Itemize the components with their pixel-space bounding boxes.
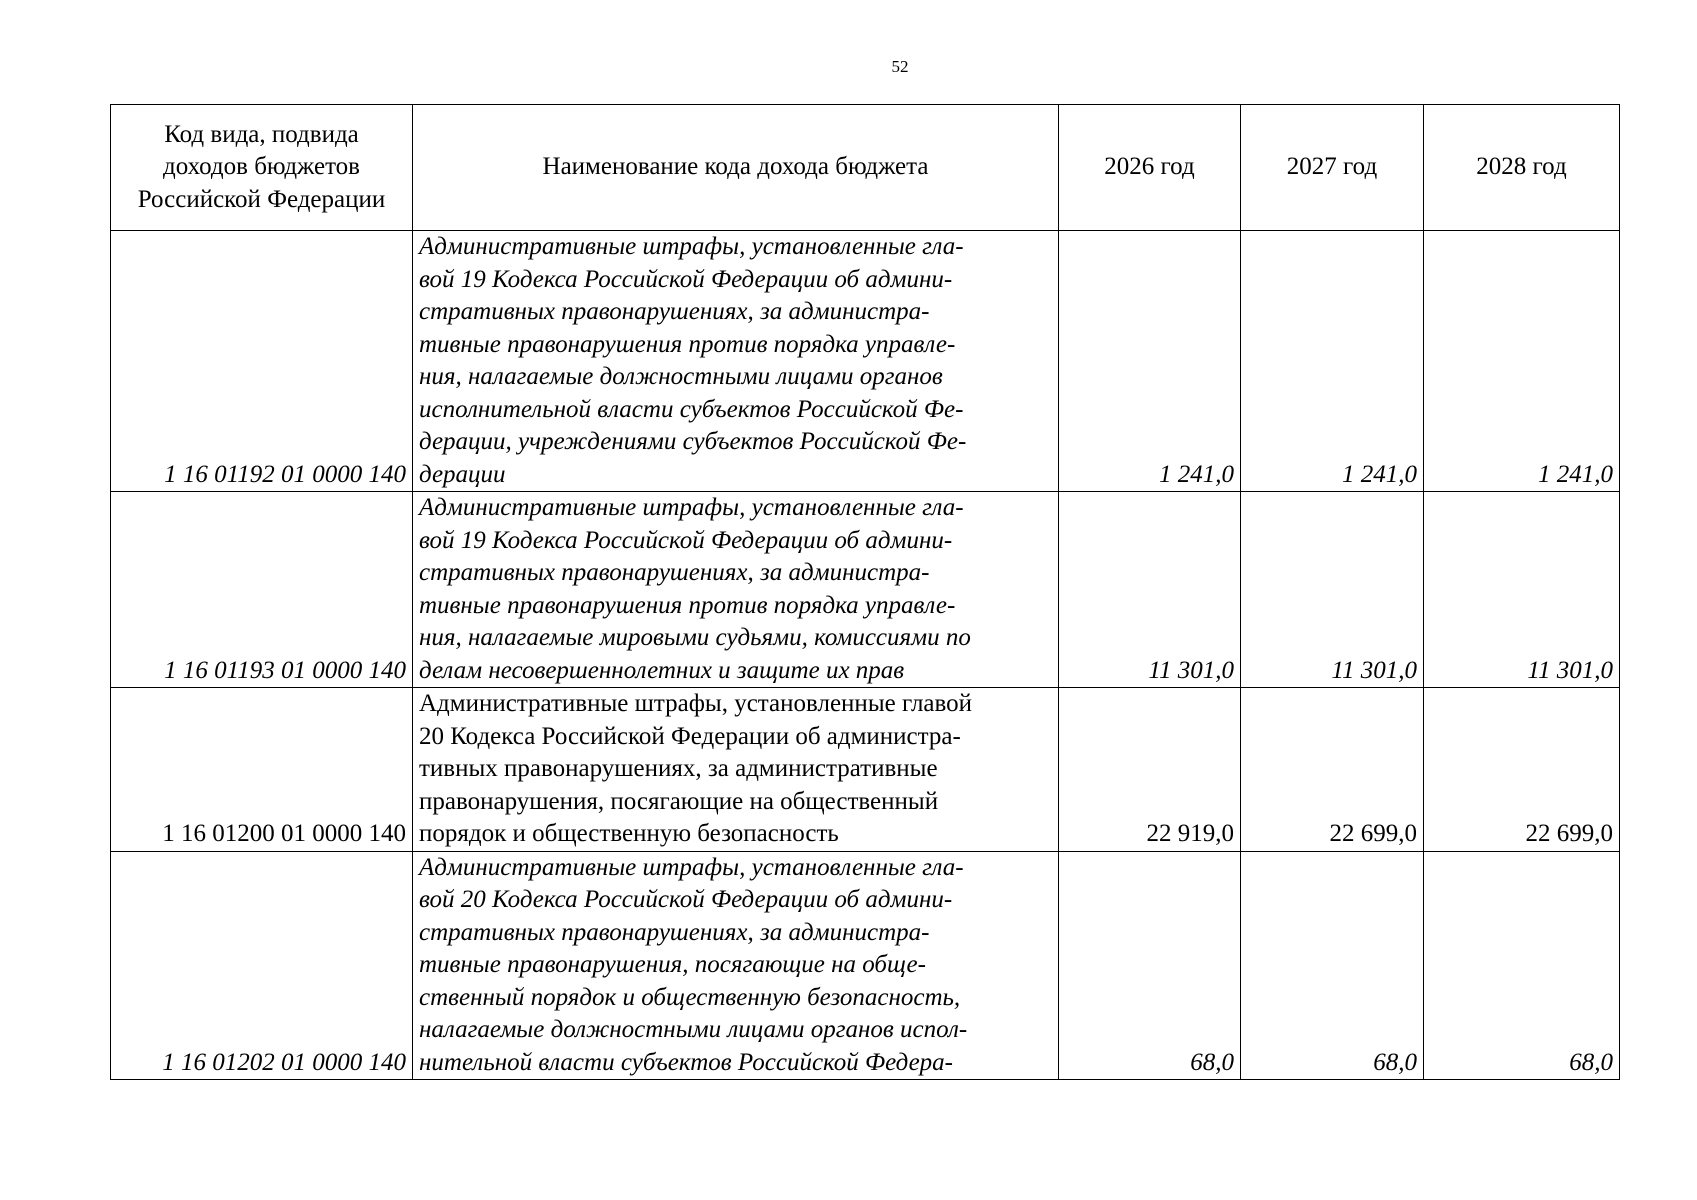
income-name-line: Административные штрафы, установленные гла- [419,233,964,260]
income-name [413,688,1059,852]
budget-income-table [110,104,1620,1080]
income-name-line: налагаемые должностными лицами органов испол- [419,1016,968,1043]
header-2027: 2027 год [1241,105,1424,231]
income-name [413,231,1059,492]
page-number: 52 [891,57,909,76]
amount-2027: 1 241,0 [1241,231,1424,492]
header-code-line: Российской Федерации [137,185,386,213]
table-header-row [111,105,1620,231]
income-name-line: порядок и общественную безопасность [419,820,839,847]
header-2026: 2026 год [1059,105,1241,231]
income-name-line: стративных правонарушениях, за администра- [419,298,930,325]
amount-2028: 1 241,0 [1424,231,1620,492]
income-name-line: дерации, учреждениями субъектов Российской Фе- [419,428,967,455]
income-name-line: ственный порядок и общественную безопасность, [419,983,961,1011]
header-code-line: Код вида, подвида [164,120,359,148]
income-name-line: Административные штрафы, установленные главой [419,690,973,717]
header-code-line: доходов бюджетов [163,153,360,181]
income-name-line: тивные правонарушения, посягающие на обще- [419,951,926,978]
header-2028: 2028 год [1424,105,1620,231]
income-name-line: тивные правонарушения против порядка управле- [419,591,956,619]
income-name-line: стративных правонарушениях, за администра- [419,918,930,946]
income-name-line: Административные штрафы, установленные гла- [419,494,964,521]
income-code: 1 16 01202 01 0000 140 [111,851,413,1080]
amount-2027: 11 301,0 [1241,492,1424,688]
table-row [111,688,1620,852]
amount-2027: 68,0 [1241,851,1424,1080]
income-code: 1 16 01192 01 0000 140 [111,231,413,492]
amount-2028: 22 699,0 [1424,688,1620,852]
table-row [111,231,1620,492]
income-code: 1 16 01193 01 0000 140 [111,492,413,688]
income-name [413,851,1059,1080]
amount-2026: 1 241,0 [1059,231,1241,492]
income-name-line: вой 19 Кодекса Российской Федерации об админи- [419,526,953,554]
amount-2026: 11 301,0 [1059,492,1241,688]
table-row [111,492,1620,688]
income-name [413,492,1059,688]
amount-2028: 11 301,0 [1424,492,1620,688]
income-name-line: делам несовершеннолетних и защите их прав [419,656,905,684]
income-name-line: ния, налагаемые должностными лицами органов [419,363,943,390]
table-row [111,851,1620,1080]
income-name-line: вой 20 Кодекса Российской Федерации об админи- [419,886,953,913]
income-name-line: правонарушения, посягающие на общественный [419,787,939,815]
income-name-line: стративных правонарушениях, за администра- [419,559,930,586]
amount-2026: 22 919,0 [1059,688,1241,852]
income-name-line: вой 19 Кодекса Российской Федерации об админи- [419,265,953,293]
income-name-line: исполнительной власти субъектов Российской Фе- [419,395,964,423]
income-name-line: нительной власти субъектов Российской Федера- [419,1048,953,1076]
income-name-line: тивных правонарушениях, за административные [419,755,938,782]
income-name-line: Административные штрафы, установленные гла- [419,853,964,881]
income-name-line: ния, налагаемые мировыми судьями, комиссиями по [419,624,971,651]
income-code: 1 16 01200 01 0000 140 [111,688,413,852]
header-name: Наименование кода дохода бюджета [413,105,1059,231]
amount-2028: 68,0 [1424,851,1620,1080]
income-name-line: 20 Кодекса Российской Федерации об администра- [419,722,961,750]
income-name-line: тивные правонарушения против порядка управле- [419,330,956,358]
amount-2027: 22 699,0 [1241,688,1424,852]
income-name-line: дерации [419,460,506,488]
header-code [111,105,413,231]
amount-2026: 68,0 [1059,851,1241,1080]
